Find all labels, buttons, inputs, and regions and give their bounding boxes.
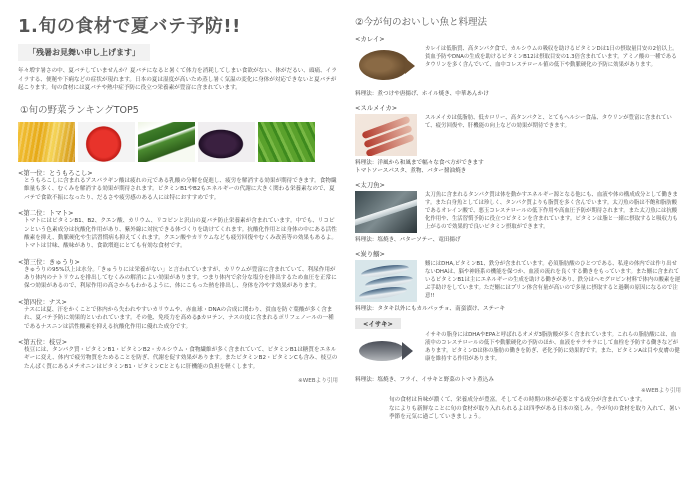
cucumber-photo <box>138 122 195 162</box>
corn-photo <box>18 122 75 162</box>
ranking-item-title: <第三位：きゅうり> <box>18 257 80 266</box>
ranking-item <box>18 297 338 331</box>
fish-section-heading: ②今が旬のおいしい魚と料理法 <box>355 17 488 28</box>
fish-item-iwashi <box>355 249 681 312</box>
tomato-photo <box>78 122 135 162</box>
intro-paragraph: 年々増す暑さの中、夏バテしていませんか？夏バテになると暑くて体力を消耗してしまい食欲がない、体がだるい、頭痛、イライラする、便秘や下痢などの症状が現れます。日本の夏は湿度が高いため蒸し暑く気温の変化に身体が対応できないと夏バテが起こります。旬の食材には夏バテや熱中症予防に役立つ栄養素が豊富に含まれています。 <box>18 68 337 92</box>
fish-recipe: 料理法：煮つけや唐揚げ、ホイル焼き、中華あんかけ <box>355 91 489 97</box>
greeting-banner: 「残暑お見舞い申し上げます」 <box>18 44 150 61</box>
ranking-item-body: 枝豆には、タンパク質・ビタミンB1・ビタミンB2・カルシウム・食物繊維が多く含まれていて、ビタミンB1は糖質をエネルギーに変え、体内で疲労物質をためることを防ぎ、代謝を促す効果があります。またビタミンB2・ビタミンCも含み、枝豆のたんぱく質にあるメチオニンはビタミンB1・ビタミンCとともに肝機能の負担を軽くします。 <box>24 347 338 370</box>
fish-recipe: 料理法：塩焼き、フライ、イサキと野菜のトマト煮込み <box>355 377 494 383</box>
ranking-item <box>18 208 338 251</box>
ranking-item <box>18 257 338 291</box>
fish-description: カレイは低脂質、高タンパク食で、カルシウムの吸収を助けるビタミンDは1日の摂取量目安の2倍以上。貧血予防やDNAの生成を助けるビタミンB12は摂取目安の1.3倍含まれています。アミノ酸の一種であるタウリンを多く含んでいて、血中コレステロール値の低下や動脈硬化の予防に効果があります。 <box>425 46 678 69</box>
source-note: ※WEBより引用 <box>298 378 338 385</box>
ranking-item <box>18 337 338 371</box>
fish-recipe: 料理法：タタキ以外にもカルパッチョ、南蛮漬け、ステーキ <box>355 306 506 312</box>
fish-description: スルメイカは低脂肪、低カロリー、高タンパクと、とてもヘルシー食品、タウリンが豊富に含まれていて、疲労回復や、肝機能の向上などの効果が期待できます。 <box>425 115 672 130</box>
ranking-item-body: きゅうりの95%以上は水分。「きゅうりには栄養がない」と言われていますが、カリウムが豊富に含まれていて、利尿作用があり体内のナトリウムを排出してむくみの解消によい効果があります。つまり体内で余分な塩分を排出するため血圧を正常に保つ効果があるので、利尿作用の高さからもわかるように、体にこもった熱を排出し、身体を冷やす効果があります。 <box>24 266 337 290</box>
ranking-item <box>18 168 338 202</box>
ranking-item-title: <第一位：とうもろこし> <box>18 168 93 177</box>
eggplant-photo <box>198 122 255 162</box>
fish-name: <カレイ> <box>355 35 385 43</box>
fish-description: 太刀魚に含まれるタンパク質は体を動かすエネルギー源となる他にも、血液や体の構成成分として働きます。また白身魚としては珍しく、タンパク質よりも脂質を多く含んでいます。太刀魚の脂は不飽和脂肪酸であるオレイン酸で、悪玉コレステロールの低下作用や高血圧予防が期待されます。また太刀魚には抗酸化作用や、生活習慣予防に役立つビタミンを含まれています。ビタミンは脂と一緒に摂取すると吸収力も上がるので効果的で良いビタミン摂取ができます。 <box>425 192 678 231</box>
vegetable-photo-strip <box>18 122 338 162</box>
source-note: ※WEBより引用 <box>641 388 681 394</box>
ranking-item-body: ナスには夏、汗をかくことで体内から失われやすいカリウムや、赤血球・DNAの合成に関わり、貧血を防ぐ葉酸が多く含まれ、夏バテ予防に効果的といわれています。その他、免疫力を高めるβカロテン、ナスの皮に含まれるポリフェノールの一種であるナスニンは活性酸素を抑える抗酸化作用に優れた成分です。 <box>24 306 334 330</box>
vegetable-ranking-heading: ①旬の野菜ランキングTOP5 <box>20 104 139 116</box>
fish-recipe: 料理法：洋風から和風まで幅々な食べ方ができます トマトソースパスタ、煮物、バター醤油焼き <box>355 160 484 174</box>
ranking-item-title: <第五位：枝豆> <box>18 338 68 347</box>
closing-paragraph: 旬の食材は旨味が濃くて、栄養成分が豊富。そしてその時期の体が必要とする成分が含まれています。 なによりも新鮮なことに旬の食材が取り入れられるよは四季がある日本の楽しみ。今が旬の食材を取り入れて、暑い季節を元気に過ごしていきましょう。 <box>389 397 681 421</box>
okra-photo <box>258 122 315 162</box>
tachiuo-photo <box>355 191 417 233</box>
ranking-item-title: <第二位：トマト> <box>18 209 74 218</box>
vegetable-section <box>18 12 338 384</box>
fish-section <box>355 14 681 422</box>
fish-item-isaki <box>355 318 681 383</box>
ranking-item-body: とうもろこしに含まれるアスパラギン酸は疲れの元である乳酸の分解を促進し、疲労を解消する効果が期待できます。食物繊維量も多く、むくみを解消する効果が期待されます。ビタミンB1やB2もエネルギーの代謝に大きく関わる栄養素なので、夏バテで食欲不振になったり、だるさや疲労感のある人には特におすすめです。 <box>24 177 337 201</box>
fish-name: <炭り鰯> <box>355 250 385 258</box>
isaki-photo <box>355 331 417 373</box>
iwashi-photo <box>355 260 417 302</box>
fish-name: <太刀魚> <box>355 181 385 189</box>
fish-name: <イサキ> <box>355 318 401 329</box>
fish-item-tachiuo <box>355 180 681 243</box>
page-title: 1.旬の食材で夏バテ予防!! <box>18 16 241 37</box>
fish-item-surume <box>355 103 681 174</box>
fish-recipe: 料理法：塩焼き、バターソテー、竜田揚げ <box>355 237 461 243</box>
fish-description: イサキの脂身にはDHAやEPAと呼ばれるオメガ3脂肪酸が多く含まれています。これらの脂肪酸には、血液中のコレステロールの低下や動脈硬化の予防のほか、血液をサラサラにして血栓を予防する働きなどがあります。ビタミンDは体の脂肪の働きを防ぎ、老化予防に効果的です。また、ビタミンAは目や皮膚の健康を維持する作用があります。 <box>425 332 680 363</box>
surume-photo <box>355 114 417 156</box>
fish-item-karei <box>355 34 681 97</box>
ranking-item-body: トマトにはビタミンB1、B2、クエン酸、カリウム、リコピンと沢山の夏バテ防止栄養素が含まれています。中でも、リコピンという色素成分は抗酸化作用があり、紫外線に対抗できる体づくりを助けてくれます。抗酸化作用とは身体の中にある活性酸素を抑え、動脈硬化や生活習慣病も抑えてくれます。クエン酸やカリウムなども疲労回復やむくみ改善等の効果もあるよ。トマトは甘味、酸味があり、食欲増進にとても有効な食材です。 <box>24 218 337 250</box>
fish-description: 鰯にはDHA,ビタミンB1、鉄分が含まれています。必須脂肪酸のひとつである、私達の体内では作り出せないDHAは、脳や神経系の機能を保つか、血液の流れを良くする働きをもっています。また鰯に含まれているビタミンB1は主にエネルギーの生成を助ける働きがあり、鉄分はヘモグロビン材料で体内の酸素を運ぶ手助けをしています。ただ鰯にはプリン体含有量が高いので多量に摂取すると過剰の原因になるので注意!! <box>425 261 681 300</box>
karei-photo <box>355 45 417 87</box>
fish-name: <スルメイカ> <box>355 104 398 112</box>
ranking-item-title: <第四位：ナス> <box>18 297 67 306</box>
